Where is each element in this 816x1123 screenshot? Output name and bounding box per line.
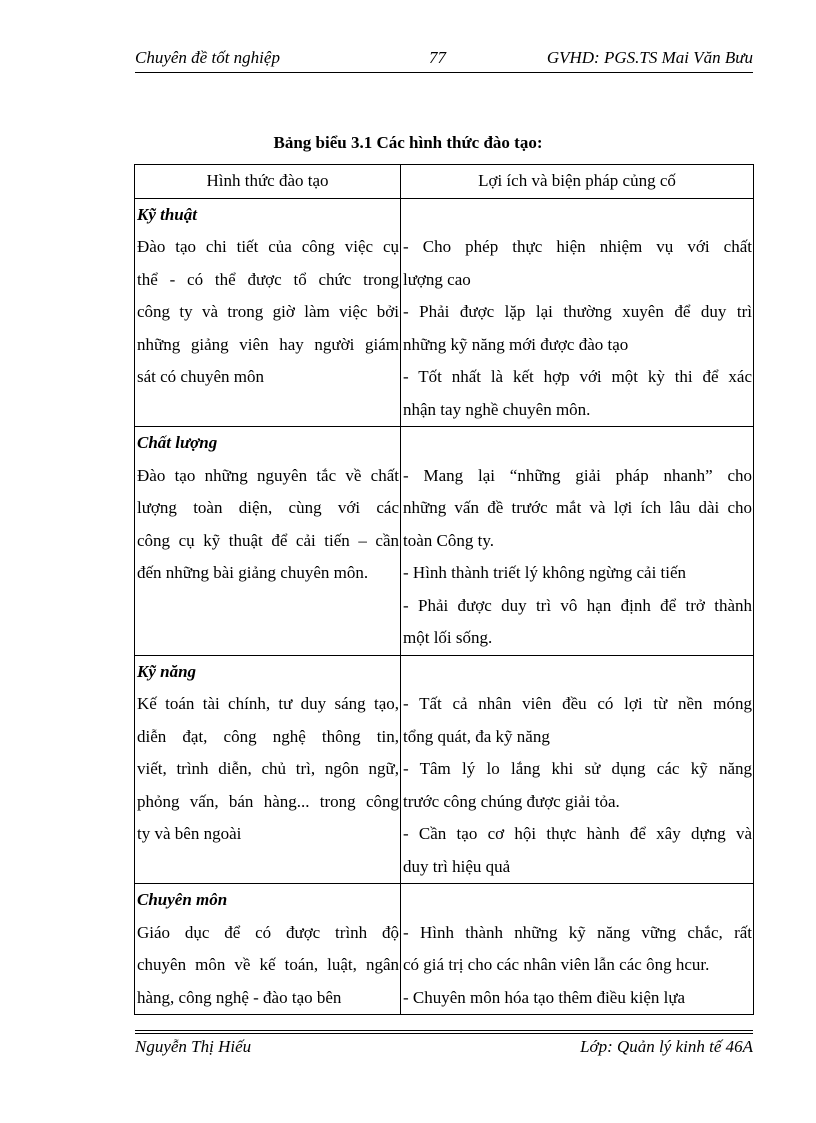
benefit-line: - Tâm lý lo lắng khi sử dụng các kỹ năng <box>403 759 752 778</box>
section-heading: Kỹ thuật <box>137 204 197 224</box>
spacer <box>403 199 752 232</box>
training-form-line: Đào tạo những nguyên tắc về chất <box>137 465 399 485</box>
training-form-line: phỏng vấn, bán hàng... trong công <box>137 791 399 811</box>
training-forms-table <box>134 164 754 1015</box>
section-heading: Chuyên môn <box>137 890 228 909</box>
training-form-line: diễn đạt, công nghệ thông tin, <box>137 726 399 746</box>
spacer <box>403 427 752 460</box>
benefit-line: toàn Công ty. <box>403 530 494 550</box>
table-header-row <box>135 165 754 199</box>
benefit-line: lượng cao <box>403 269 471 289</box>
table-row <box>135 198 754 427</box>
benefit-line: - Mang lại “những giải pháp nhanh” cho <box>403 465 752 485</box>
training-form-line: thể - có thể được tổ chức trong <box>137 269 399 289</box>
training-form-cell <box>135 884 401 1015</box>
benefit-line: - Hình thành những kỹ năng vững chắc, rất <box>403 922 752 942</box>
benefit-line: những vấn đề trước mắt và lợi ích lâu dài cho <box>403 498 752 517</box>
header-right: GVHD: PGS.TS Mai Văn Bưu <box>546 48 753 67</box>
benefit-line: - Phải được lặp lại thường xuyên để duy trì <box>403 302 752 321</box>
training-form-line: đến những bài giảng chuyên môn. <box>137 563 369 582</box>
table-row <box>135 884 754 1015</box>
benefit-line: - Tốt nhất là kết hợp với một kỳ thi để xác <box>403 367 752 386</box>
benefit-line: duy trì hiệu quả <box>403 856 511 876</box>
training-form-line: những giảng viên hay người giám <box>137 334 399 354</box>
training-form-cell <box>135 198 401 427</box>
table-row <box>135 427 754 656</box>
benefit-line: - Tất cả nhân viên đều có lợi từ nền móng <box>403 694 752 713</box>
training-form-line: Đào tạo chi tiết của công việc cụ <box>137 237 399 256</box>
header-left: Chuyên đề tốt nghiệp <box>135 48 280 67</box>
footer-rule <box>135 1030 753 1031</box>
footer-right: Lớp: Quản lý kinh tế 46A <box>580 1037 753 1056</box>
benefit-line: - Hình thành triết lý không ngừng cải tiến <box>403 563 687 582</box>
training-form-line: sát có chuyên môn <box>137 367 264 386</box>
section-heading: Chất lượng <box>137 433 218 452</box>
benefit-line: trước công chúng được giải tỏa. <box>403 791 620 811</box>
benefit-cell <box>401 884 754 1015</box>
footer-left: Nguyễn Thị Hiếu <box>135 1037 252 1056</box>
benefit-cell <box>401 427 754 656</box>
training-form-cell <box>135 655 401 884</box>
table-row <box>135 655 754 884</box>
page-header <box>135 48 753 70</box>
header-rule <box>135 72 753 73</box>
training-form-line: chuyên môn về kế toán, luật, ngân <box>137 955 399 974</box>
benefit-cell <box>401 198 754 427</box>
training-form-line: Kế toán tài chính, tư duy sáng tạo, <box>137 694 399 713</box>
training-form-line: công cụ kỹ thuật để cải tiến – cần <box>137 530 399 550</box>
benefit-line: tổng quát, đa kỹ năng <box>403 726 550 746</box>
benefit-line: - Cho phép thực hiện nhiệm vụ với chất <box>403 237 752 256</box>
training-form-line: Giáo dục để có được trình độ <box>137 922 399 942</box>
benefit-cell <box>401 655 754 884</box>
page-number: 77 <box>429 48 446 67</box>
training-form-line: hàng, công nghệ - đào tạo bên <box>137 987 342 1007</box>
benefit-line: những kỹ năng mới được đào tạo <box>403 334 629 354</box>
benefit-line: - Chuyên môn hóa tạo thêm điều kiện lựa <box>403 987 686 1007</box>
benefit-line: nhận tay nghề chuyên môn. <box>403 399 591 419</box>
training-form-line: lượng toàn diện, cùng với các <box>137 498 399 517</box>
table-title: Bảng biểu 3.1 Các hình thức đào tạo: <box>273 133 543 152</box>
spacer <box>403 656 752 689</box>
footer-rule <box>135 1033 753 1034</box>
column-header: Hình thức đào tạo <box>135 165 401 199</box>
benefit-line: - Phải được duy trì vô hạn định để trở thành <box>403 595 752 615</box>
training-form-line: viết, trình diễn, chủ trì, ngôn ngữ, <box>137 759 399 778</box>
training-form-line: công ty và trong giờ làm việc bởi <box>137 302 399 321</box>
training-form-cell <box>135 427 401 656</box>
benefit-line: có giá trị cho các nhân viên lẫn các ông hcur. <box>403 955 710 974</box>
spacer <box>403 884 752 917</box>
section-heading: Kỹ năng <box>137 661 197 681</box>
benefit-line: - Cần tạo cơ hội thực hành để xây dựng và <box>403 824 752 843</box>
benefit-line: một lối sống. <box>403 628 493 647</box>
training-form-line: ty và bên ngoài <box>137 824 242 843</box>
column-header: Lợi ích và biện pháp củng cố <box>401 165 754 199</box>
